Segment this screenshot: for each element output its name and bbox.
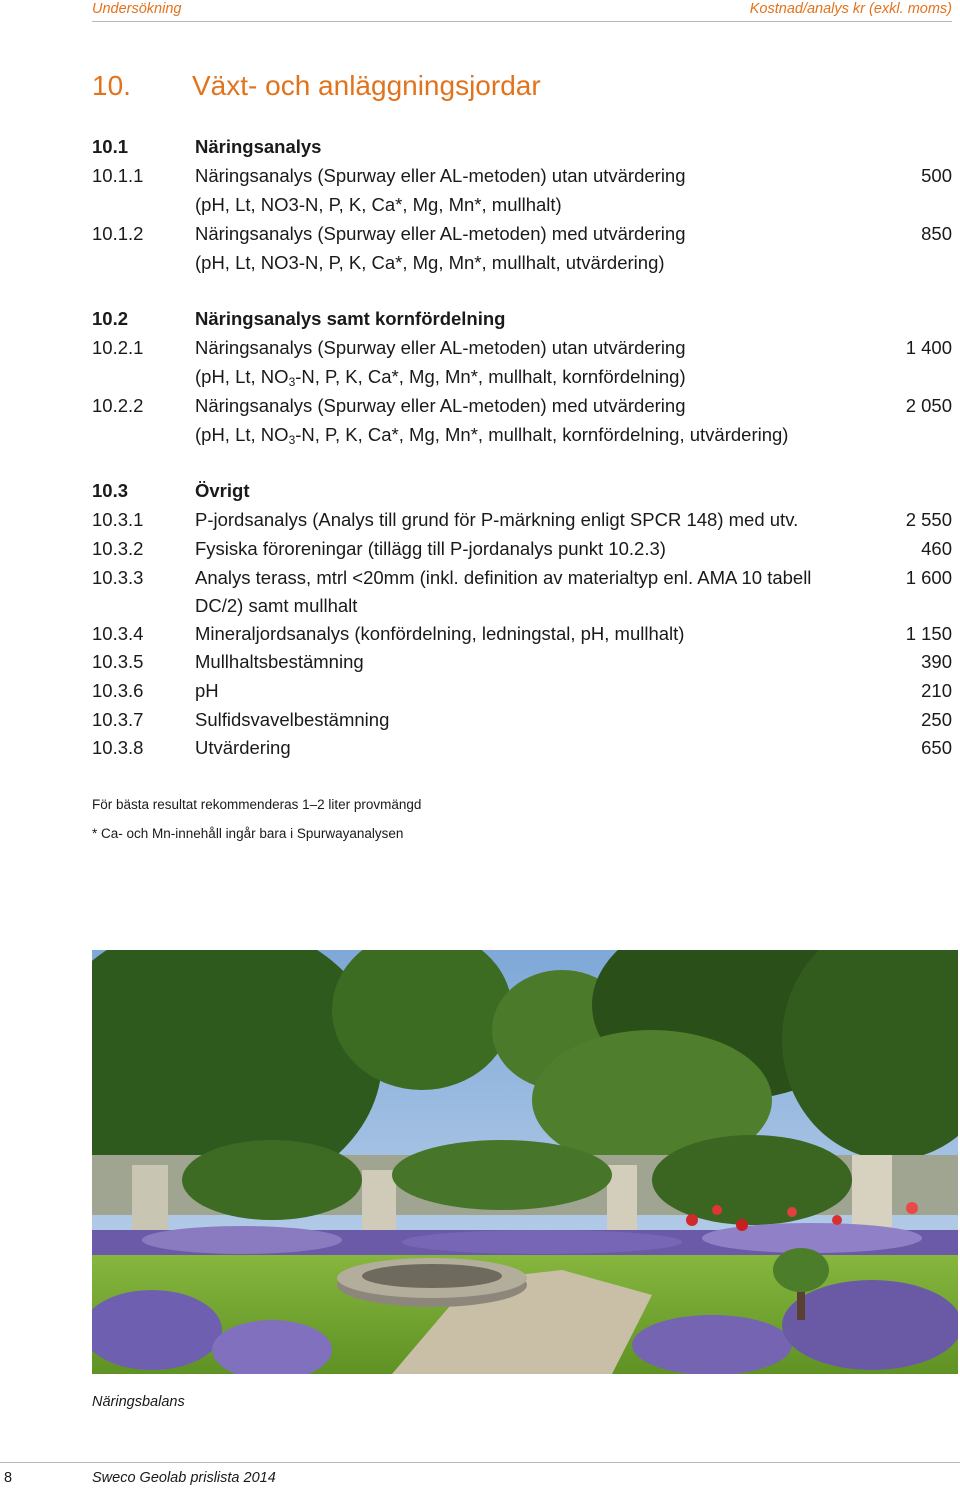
item-description: Mineraljordsanalys (konfördelning, ledningstal, pH, mullhalt)	[195, 623, 685, 644]
item-price: 850	[921, 223, 952, 244]
price-row	[0, 333, 960, 362]
item-description: Analys terass, mtrl <20mm (inkl. definition av materialtyp enl. AMA 10 tabell	[195, 567, 812, 588]
item-price: 650	[921, 737, 952, 758]
section-heading	[0, 132, 960, 161]
item-number: 10.3.7	[92, 709, 144, 730]
subscript: 3	[288, 433, 296, 447]
item-description: Mullhaltsbestämning	[195, 651, 364, 672]
item-description: Näringsanalys (Spurway eller AL-metoden) med utvärdering	[195, 223, 686, 244]
item-number: 10.2.1	[92, 337, 144, 358]
item-parameters	[195, 420, 788, 449]
footer-divider	[0, 1462, 960, 1463]
item-number: 10.2.2	[92, 395, 144, 416]
item-description: Näringsanalys (Spurway eller AL-metoden) med utvärdering	[195, 395, 686, 416]
item-number: 10.3.4	[92, 623, 144, 644]
price-row	[0, 161, 960, 190]
item-price: 2 050	[905, 395, 952, 416]
section-number: 10.2	[92, 308, 129, 329]
footnote: * Ca- och Mn-innehåll ingår bara i Spurwayanalysen	[92, 826, 404, 841]
param-text: (pH, Lt, NO	[195, 366, 289, 387]
header-left-label: Undersökning	[92, 1, 182, 17]
section-number: 10.3	[92, 480, 129, 501]
item-description: P-jordsanalys (Analys till grund för P-märkning enligt SPCR 148) med utv.	[195, 509, 799, 530]
item-price: 460	[921, 538, 952, 559]
item-number: 10.3.1	[92, 509, 144, 530]
item-price: 1 150	[905, 623, 952, 644]
price-row	[0, 534, 960, 563]
item-number: 10.3.6	[92, 680, 144, 701]
photo-caption: Näringsbalans	[92, 1394, 185, 1410]
item-parameters: (pH, Lt, NO3-N, P, K, Ca*, Mg, Mn*, mullhalt)	[195, 194, 562, 215]
price-row	[0, 733, 960, 762]
price-row-continuation	[0, 248, 960, 277]
item-price: 390	[921, 651, 952, 672]
item-price: 1 400	[905, 337, 952, 358]
item-description: Näringsanalys (Spurway eller AL-metoden) utan utvärdering	[195, 165, 686, 186]
item-number: 10.3.3	[92, 567, 144, 588]
price-row	[0, 647, 960, 676]
item-price: 500	[921, 165, 952, 186]
chapter-title: Växt- och anläggningsjordar	[192, 70, 541, 101]
section-title: Näringsanalys samt kornfördelning	[195, 308, 506, 329]
footnote: För bästa resultat rekommenderas 1–2 liter provmängd	[92, 797, 422, 812]
item-description-continued: DC/2) samt mullhalt	[195, 595, 358, 616]
chapter-heading	[92, 70, 541, 102]
price-row	[0, 676, 960, 705]
section-heading	[0, 476, 960, 505]
price-row	[0, 505, 960, 534]
item-description: Utvärdering	[195, 737, 291, 758]
section-number: 10.1	[92, 136, 129, 157]
price-row	[0, 619, 960, 648]
footer-title: Sweco Geolab prislista 2014	[92, 1470, 276, 1486]
section-title: Övrigt	[195, 480, 250, 501]
price-row	[0, 705, 960, 734]
param-text: (pH, Lt, NO	[195, 424, 289, 445]
price-row	[0, 563, 960, 592]
price-row-continuation	[0, 190, 960, 219]
param-text: -N, P, K, Ca*, Mg, Mn*, mullhalt, kornfördelning)	[295, 366, 686, 387]
item-price: 210	[921, 680, 952, 701]
item-number: 10.3.8	[92, 737, 144, 758]
item-description: Näringsanalys (Spurway eller AL-metoden) utan utvärdering	[195, 337, 686, 358]
item-price: 2 550	[905, 509, 952, 530]
item-parameters: (pH, Lt, NO3-N, P, K, Ca*, Mg, Mn*, mullhalt, utvärdering)	[195, 252, 665, 273]
item-number: 10.1.1	[92, 165, 144, 186]
item-number: 10.3.2	[92, 538, 144, 559]
item-number: 10.3.5	[92, 651, 144, 672]
page-header	[92, 0, 952, 22]
item-parameters	[195, 362, 686, 391]
item-price: 250	[921, 709, 952, 730]
page-number: 8	[4, 1470, 13, 1486]
price-row	[0, 219, 960, 248]
param-text: -N, P, K, Ca*, Mg, Mn*, mullhalt, kornfördelning, utvärdering)	[295, 424, 789, 445]
price-row-continuation	[0, 420, 960, 449]
price-row-continuation	[0, 362, 960, 391]
item-description: pH	[195, 680, 219, 701]
section-heading	[0, 304, 960, 333]
item-number: 10.1.2	[92, 223, 144, 244]
chapter-number: 10.	[92, 70, 131, 101]
price-row-continuation	[0, 591, 960, 620]
garden-photo	[92, 950, 958, 1374]
item-description: Fysiska föroreningar (tillägg till P-jordanalys punkt 10.2.3)	[195, 538, 666, 559]
price-row	[0, 391, 960, 420]
section-title: Näringsanalys	[195, 136, 322, 157]
item-price: 1 600	[905, 567, 952, 588]
item-description: Sulfidsvavelbestämning	[195, 709, 390, 730]
subscript: 3	[288, 375, 296, 389]
header-right-label: Kostnad/analys kr (exkl. moms)	[749, 1, 952, 17]
